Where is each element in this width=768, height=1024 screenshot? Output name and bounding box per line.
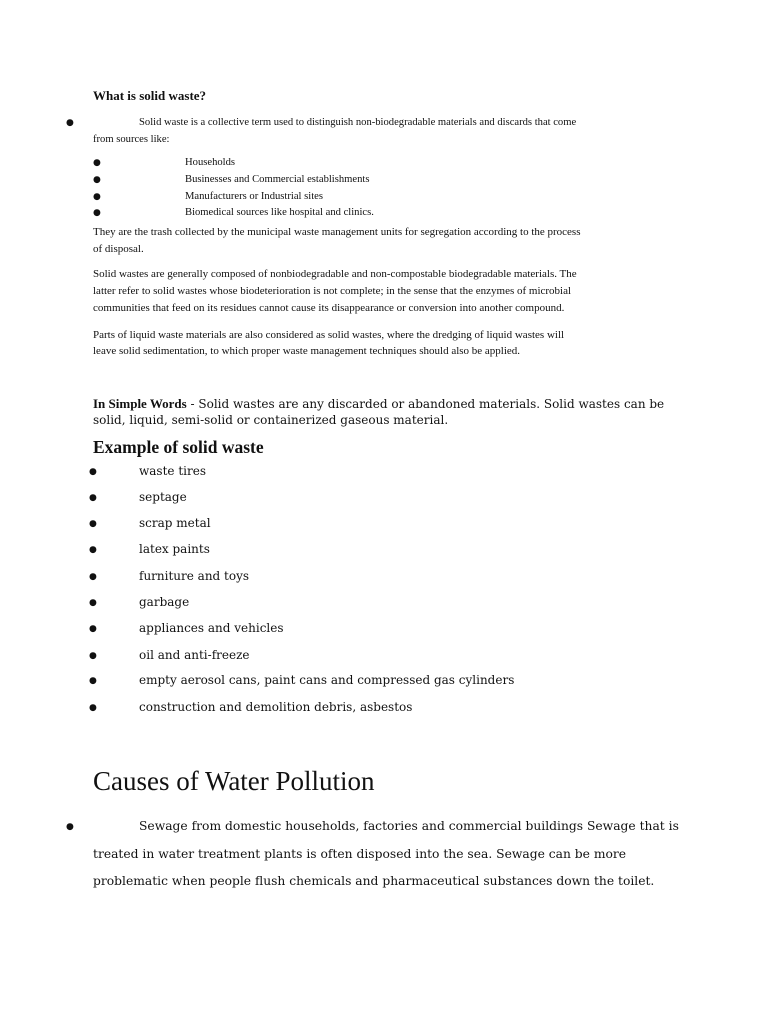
example-item: waste tires: [139, 464, 206, 478]
causes-line-3: problematic when people flush chemicals and pharmaceutical substances down the toilet.: [93, 874, 655, 888]
bullet: ●: [89, 651, 97, 661]
example-item: empty aerosol cans, paint cans and compressed gas cylinders: [139, 673, 515, 687]
bullet: ●: [89, 624, 97, 634]
bullet: ●: [93, 158, 101, 168]
example-item: scrap metal: [139, 516, 211, 530]
bullet: ●: [89, 519, 97, 529]
bullet: ●: [89, 676, 97, 686]
bullet: ●: [89, 493, 97, 503]
bullet: ●: [89, 572, 97, 582]
paragraph-3-line-1: Parts of liquid waste materials are also considered as solid wastes, where the dredging of liquid wastes will: [93, 329, 565, 341]
example-item: garbage: [139, 595, 190, 609]
simple-words-label: In Simple Words: [93, 396, 187, 411]
paragraph-2-line-3: communities that feed on its residues cannot cause its disappearance or conversion into another compound.: [93, 302, 565, 314]
section-heading-examples: Example of solid waste: [93, 437, 264, 457]
section-heading-what-is-solid-waste: What is solid waste?: [93, 88, 207, 103]
intro-line-2: from sources like:: [93, 134, 170, 145]
simple-words-line-1: [93, 395, 664, 413]
bullet: ●: [89, 545, 97, 555]
paragraph-3-line-2: leave solid sedimentation, to which proper waste management techniques should also be applied.: [93, 345, 521, 357]
bullet: ●: [93, 175, 101, 185]
paragraph-2-line-2: latter refer to solid wastes whose biodeterioration is not complete; in the sense that the enzymes of microbial: [93, 285, 572, 297]
causes-line-2: treated in water treatment plants is often disposed into the sea. Sewage can be more: [93, 847, 627, 861]
example-item: construction and demolition debris, asbestos: [139, 700, 413, 714]
example-item: furniture and toys: [139, 569, 250, 583]
bullet: ●: [89, 703, 97, 713]
source-item: Manufacturers or Industrial sites: [185, 191, 323, 202]
bullet: ●: [89, 598, 97, 608]
causes-line-1: Sewage from domestic households, factories and commercial buildings Sewage that is: [139, 819, 679, 833]
bullet: ●: [66, 118, 74, 128]
bullet: ●: [93, 208, 101, 218]
source-item: Businesses and Commercial establishments: [185, 174, 370, 185]
paragraph-1-line-1: They are the trash collected by the municipal waste management units for segregation according to the process: [93, 226, 581, 238]
simple-words-text: - Solid wastes are any discarded or abandoned materials. Solid wastes can be: [186, 397, 665, 411]
source-item: Households: [185, 157, 236, 168]
source-item: Biomedical sources like hospital and clinics.: [185, 207, 374, 218]
paragraph-2-line-1: Solid wastes are generally composed of nonbiodegradable and non-compostable biodegradable materials. The: [93, 268, 577, 280]
paragraph-1-line-2: of disposal.: [93, 243, 144, 255]
example-item: oil and anti-freeze: [139, 648, 250, 662]
intro-line-1: Solid waste is a collective term used to distinguish non-biodegradable materials and discards that come: [139, 117, 577, 128]
bullet: ●: [89, 467, 97, 477]
bullet: ●: [66, 822, 74, 832]
example-item: septage: [139, 490, 187, 504]
bullet: ●: [93, 192, 101, 202]
section-heading-causes: Causes of Water Pollution: [93, 766, 375, 796]
example-item: latex paints: [139, 542, 210, 556]
simple-words-line-2: solid, liquid, semi-solid or containerized gaseous material.: [93, 413, 449, 427]
example-item: appliances and vehicles: [139, 621, 284, 635]
